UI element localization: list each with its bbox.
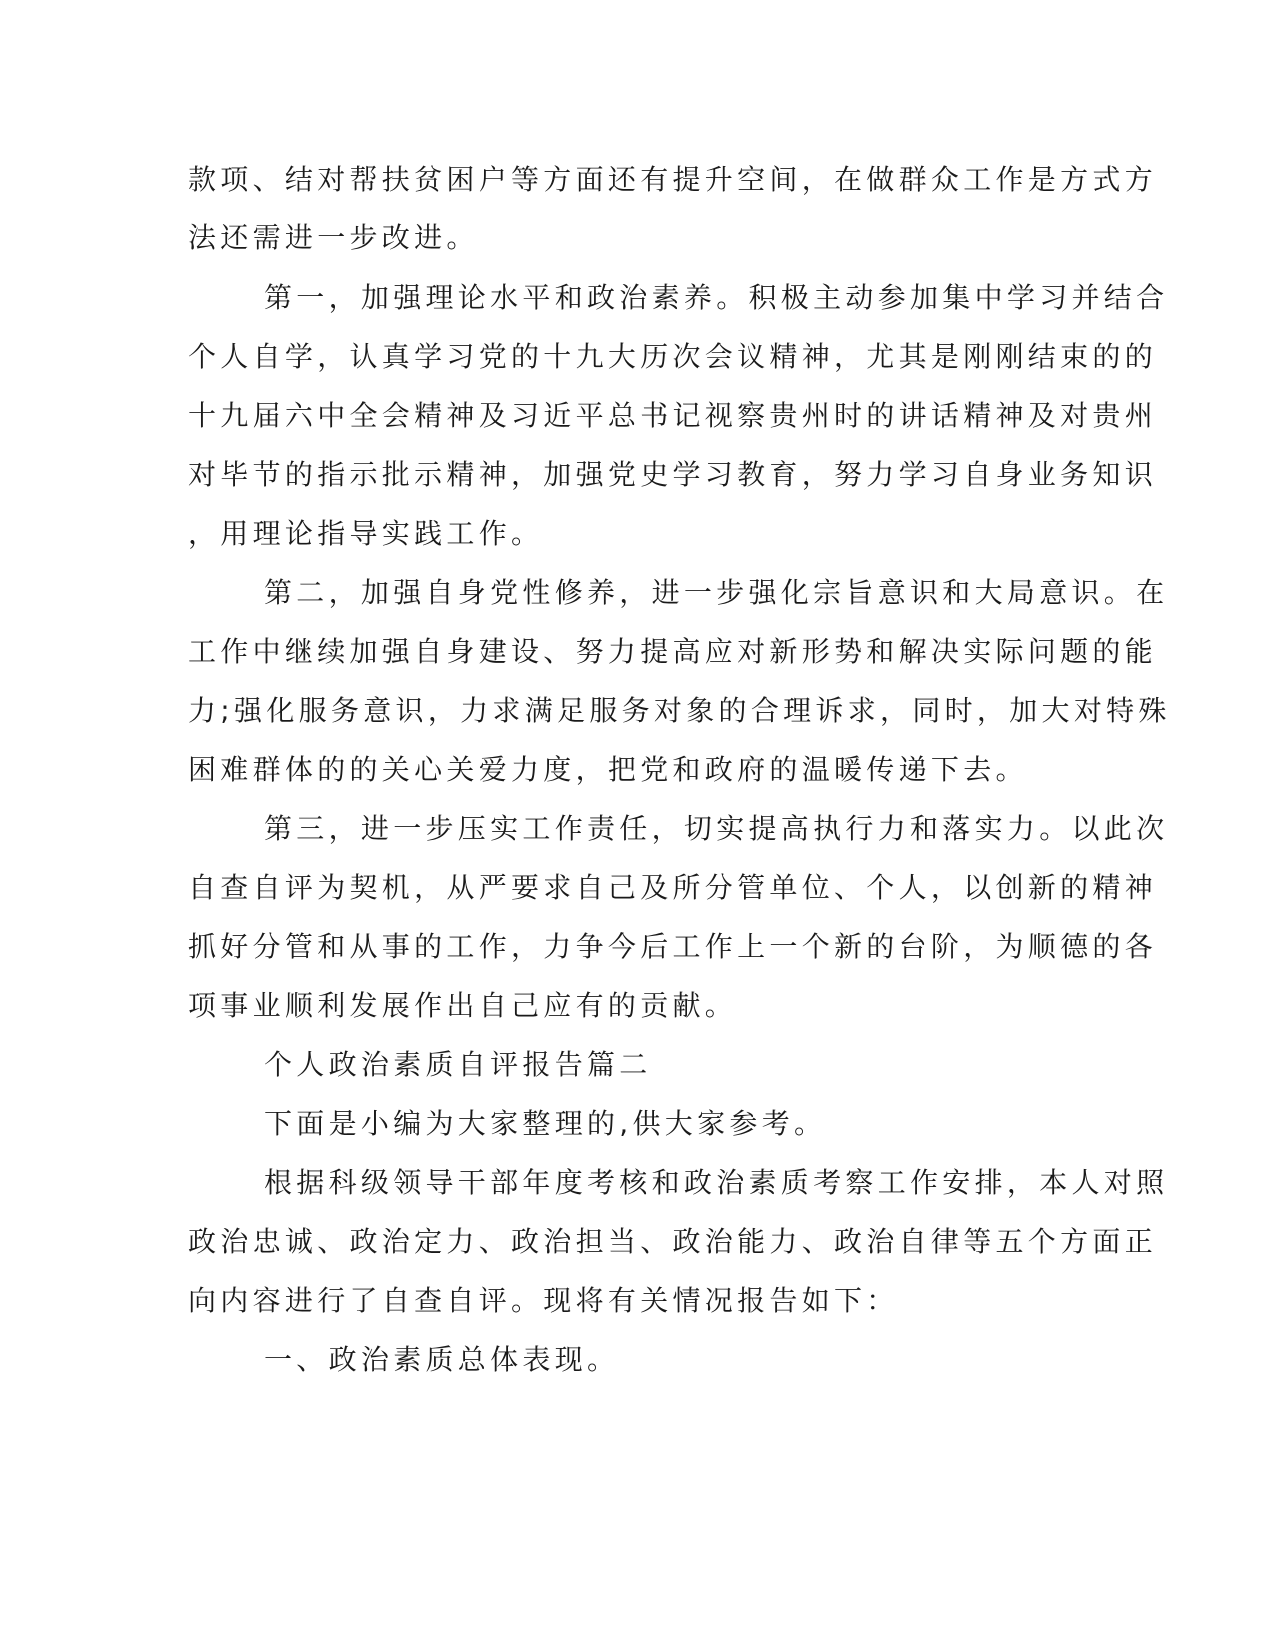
text-line: 抓好分管和从事的工作，力争今后工作上一个新的台阶，为顺德的各 [188,930,1158,963]
paragraph-first-line: 第一，加强理论水平和政治素养。积极主动参加集中学习并结合 [264,281,1169,314]
text-line: 款项、结对帮扶贫困户等方面还有提升空间，在做群众工作是方式方 [188,163,1158,196]
text-line: 十九届六中全会精神及习近平总书记视察贵州时的讲话精神及对贵州 [188,399,1158,432]
paragraph-first-line: 第三，进一步压实工作责任，切实提高执行力和落实力。以此次 [264,812,1169,845]
text-line: 个人自学，认真学习党的十九大历次会议精神，尤其是刚刚结束的的 [188,340,1158,373]
paragraph-first-line: 根据科级领导干部年度考核和政治素质考察工作安排，本人对照 [264,1166,1169,1199]
text-line: 力;强化服务意识，力求满足服务对象的合理诉求，同时，加大对特殊 [188,694,1171,727]
paragraph-first-line: 下面是小编为大家整理的,供大家参考。 [264,1107,827,1140]
section-heading: 个人政治素质自评报告篇二 [264,1048,652,1081]
text-line: 工作中继续加强自身建设、努力提高应对新形势和解决实际问题的能 [188,635,1158,668]
subsection-heading: 一、政治素质总体表现。 [264,1343,620,1376]
text-line: 政治忠诚、政治定力、政治担当、政治能力、政治自律等五个方面正 [188,1225,1158,1258]
text-line: 法还需进一步改进。 [188,221,479,254]
text-line: 项事业顺利发展作出自己应有的贡献。 [188,989,738,1022]
text-line: ，用理论指导实践工作。 [188,517,544,550]
paragraph-first-line: 第二，加强自身党性修养，进一步强化宗旨意识和大局意识。在 [264,576,1169,609]
text-line: 对毕节的指示批示精神，加强党史学习教育，努力学习自身业务知识 [188,458,1158,491]
text-line: 自查自评为契机，从严要求自己及所分管单位、个人，以创新的精神 [188,871,1158,904]
text-line: 困难群体的的关心关爱力度，把党和政府的温暖传递下去。 [188,753,1028,786]
text-line: 向内容进行了自查自评。现将有关情况报告如下： [188,1284,899,1317]
